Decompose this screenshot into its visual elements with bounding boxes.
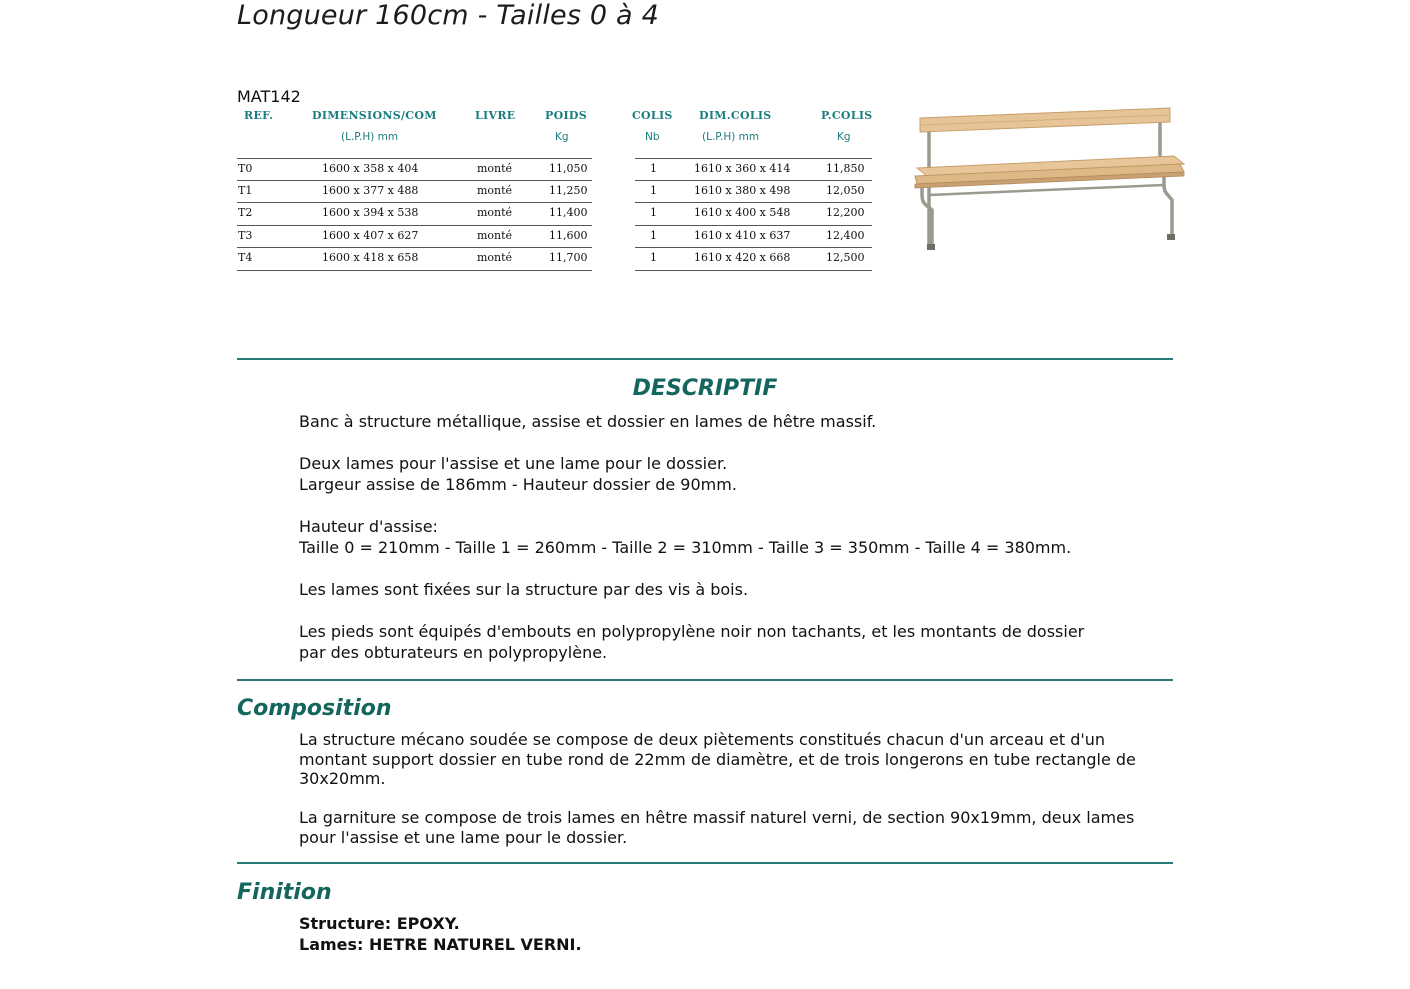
cell-dimensions: 1600 x 394 x 538 <box>322 206 419 219</box>
unit-poids: Kg <box>555 131 569 143</box>
cell-ref: T3 <box>238 229 253 242</box>
cell-p-colis: 11,850 <box>826 162 865 175</box>
unit-dimensions: (L.P.H) mm <box>341 131 399 143</box>
cell-livre: monté <box>477 251 513 264</box>
col-header-colis: COLIS <box>632 109 673 122</box>
table-row <box>635 158 872 181</box>
descriptif-heading: DESCRIPTIF <box>632 376 778 401</box>
cell-p-colis: 12,400 <box>826 229 865 242</box>
descriptif-paragraph: Les pieds sont équipés d'embouts en polypropylène noir non tachants, et les montants de dossier par des obturateurs en polypropylène. <box>299 622 1085 662</box>
table-row <box>635 225 872 248</box>
cell-livre: monté <box>477 162 513 175</box>
cell-poids: 11,400 <box>549 206 588 219</box>
section-divider <box>237 679 1173 681</box>
cell-dimensions: 1600 x 418 x 658 <box>322 251 419 264</box>
unit-p-colis: Kg <box>837 131 851 143</box>
cell-poids: 11,600 <box>549 229 588 242</box>
cell-colis: 1 <box>650 162 657 175</box>
cell-dim-colis: 1610 x 380 x 498 <box>694 184 791 197</box>
col-header-p-colis: P.COLIS <box>821 109 873 122</box>
table-row <box>635 247 872 271</box>
table-row <box>237 180 592 203</box>
cell-dimensions: 1600 x 358 x 404 <box>322 162 419 175</box>
bench-icon <box>912 100 1190 255</box>
col-header-ref: REF. <box>244 109 274 122</box>
composition-paragraph: La garniture se compose de trois lames en hêtre massif naturel verni, de section 90x19mm, deux lames pour l'assise et une lame pour le dossier. <box>299 808 1135 847</box>
cell-ref: T1 <box>238 184 253 197</box>
cell-colis: 1 <box>650 229 657 242</box>
page-title: Longueur 160cm - Tailles 0 à 4 <box>237 0 659 31</box>
table-row <box>237 225 592 248</box>
section-divider <box>237 358 1173 360</box>
cell-p-colis: 12,050 <box>826 184 865 197</box>
table-row <box>237 247 592 271</box>
table-row <box>237 158 592 181</box>
cell-poids: 11,700 <box>549 251 588 264</box>
table-row <box>635 202 872 225</box>
cell-colis: 1 <box>650 251 657 264</box>
cell-dim-colis: 1610 x 410 x 637 <box>694 229 791 242</box>
cell-dimensions: 1600 x 377 x 488 <box>322 184 419 197</box>
cell-ref: T2 <box>238 206 253 219</box>
finition-heading: Finition <box>237 880 332 905</box>
cell-dim-colis: 1610 x 420 x 668 <box>694 251 791 264</box>
section-divider <box>237 862 1173 864</box>
descriptif-paragraph: Les lames sont fixées sur la structure par des vis à bois. <box>299 580 749 599</box>
cell-colis: 1 <box>650 206 657 219</box>
composition-paragraph: La structure mécano soudée se compose de deux piètements constitués chacun d'un arceau et d'un montant support dossier en tube rond de 22mm de diamètre, et de trois longerons en tube rectangle de 30x20mm. <box>299 730 1136 788</box>
cell-dim-colis: 1610 x 400 x 548 <box>694 206 791 219</box>
col-header-poids: POIDS <box>545 109 587 122</box>
cell-p-colis: 12,200 <box>826 206 865 219</box>
descriptif-paragraph: Deux lames pour l'assise et une lame pour le dossier. Largeur assise de 186mm - Hauteur dossier de 90mm. <box>299 454 737 494</box>
col-header-dimensions: DIMENSIONS/COM <box>312 109 437 122</box>
composition-heading: Composition <box>237 696 392 721</box>
cell-livre: monté <box>477 229 513 242</box>
col-header-dim-colis: DIM.COLIS <box>699 109 772 122</box>
col-header-livre: LIVRE <box>475 109 516 122</box>
cell-poids: 11,250 <box>549 184 588 197</box>
table-row <box>635 180 872 203</box>
cell-ref: T0 <box>238 162 253 175</box>
cell-livre: monté <box>477 206 513 219</box>
unit-colis: Nb <box>645 131 660 143</box>
cell-poids: 11,050 <box>549 162 588 175</box>
finition-lames: Lames: HETRE NATUREL VERNI. <box>299 935 582 954</box>
unit-dim-colis: (L.P.H) mm <box>702 131 760 143</box>
cell-ref: T4 <box>238 251 253 264</box>
table-row <box>237 202 592 225</box>
cell-dimensions: 1600 x 407 x 627 <box>322 229 419 242</box>
cell-p-colis: 12,500 <box>826 251 865 264</box>
descriptif-paragraph: Hauteur d'assise: Taille 0 = 210mm - Taille 1 = 260mm - Taille 2 = 310mm - Taille 3 = 350mm - Taille 4 = 380mm. <box>299 517 1072 557</box>
cell-dim-colis: 1610 x 360 x 414 <box>694 162 791 175</box>
product-ref-code: MAT142 <box>237 87 301 106</box>
cell-colis: 1 <box>650 184 657 197</box>
descriptif-paragraph: Banc à structure métallique, assise et dossier en lames de hêtre massif. <box>299 412 877 431</box>
cell-livre: monté <box>477 184 513 197</box>
finition-structure: Structure: EPOXY. <box>299 914 460 933</box>
